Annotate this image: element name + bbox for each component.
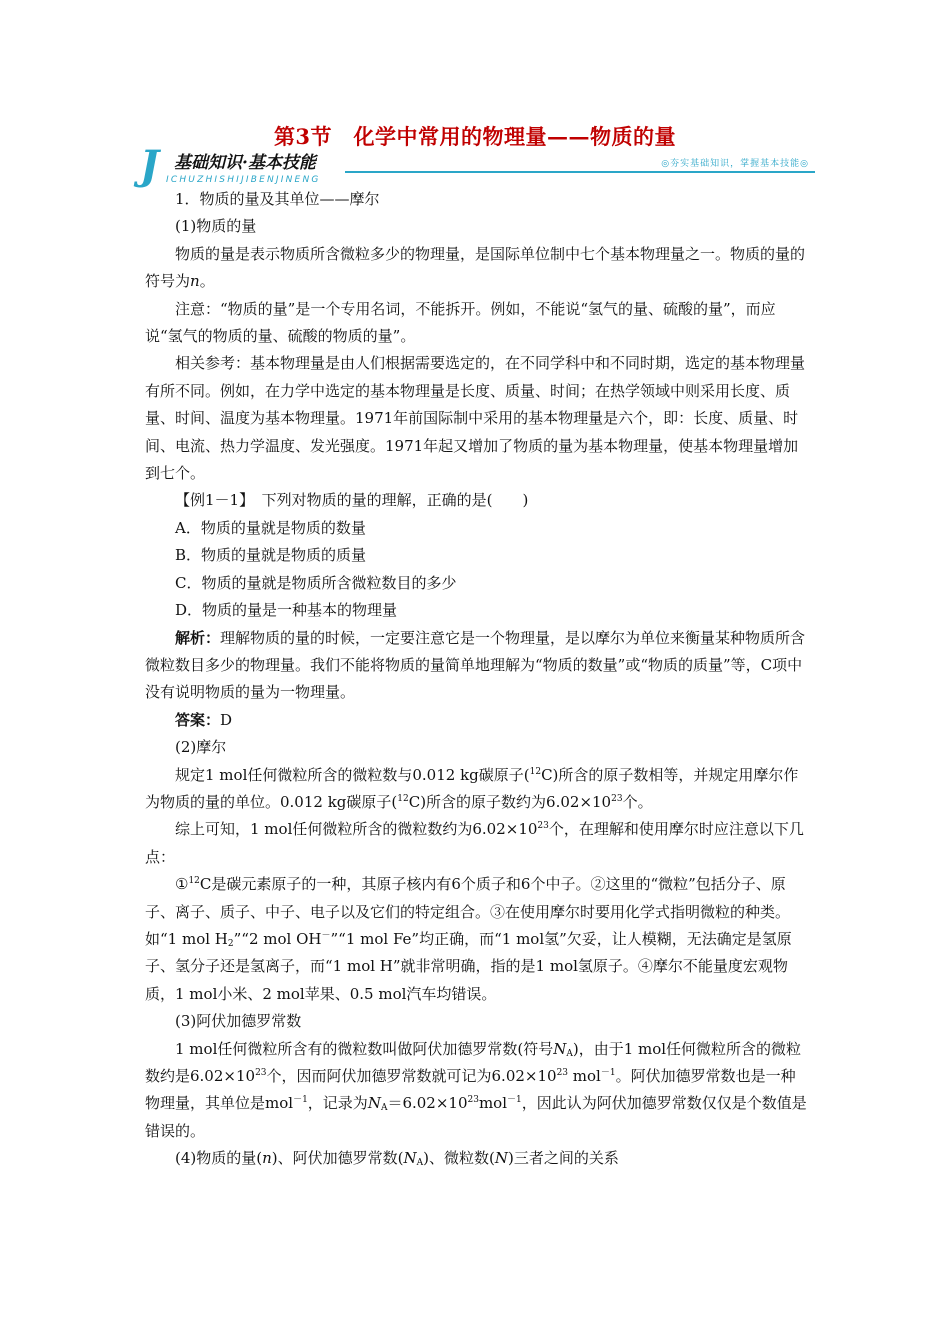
answer-label: 答案：: [175, 710, 221, 729]
subsection-heading-1: (1)物质的量: [175, 217, 257, 236]
banner-slogan: ◎夯实基础知识，掌握基本技能◎: [661, 159, 809, 169]
paragraph-mol-definition: 规定1 mol任何微粒所含的微粒数与0.012 kg碳原子($^{12}$C)所含的原子数相等，并规定用摩尔作为物质的量的单位。0.012 kg碳原子($^{12}$C)所含的原子数约为$6.02\times 10^{23}$个。: [145, 765, 799, 811]
document-body: [145, 186, 810, 1173]
example-analysis: 解析：理解物质的量的时候，一定要注意它是一个物理量，是以摩尔为单位来衡量某种物质所含微粒数目多少的物理量。我们不能将物质的量简单地理解为“物质的数量”或“物质的质量”等，C项中没有说明物质的量为一物理量。: [145, 628, 806, 702]
example-option-a: A．物质的量就是物质的数量: [175, 518, 366, 537]
example-option-b: B．物质的量就是物质的质量: [175, 546, 367, 565]
paragraph-definition: 物质的量是表示物质所含微粒多少的物理量，是国际单位制中七个基本物理量之一。物质的量的符号为n。: [145, 244, 806, 291]
paragraph-avogadro: 1 mol任何微粒所含有的微粒数叫做阿伏加德罗常数(符号$N_A$)，由于1 mol任何微粒所含的微粒数约是$6.02\times 10^{23}$个，因而阿伏加德罗常数就可记为$6.02\times 10^{23}$ mol$^{-1}$。阿伏加德罗常数也是一种物理量，其单位是mol$^{-1}$，记录为$N_A=6.02\times 10^{23}mol^{-1}$，因此认为阿伏加德罗常数仅仅是个数值是错误的。: [145, 1039, 807, 1140]
paragraph-note: 注意：“物质的量”是一个专用名词，不能拆开。例如，不能说“氢气的量、硫酸的量”，而应说“氢气的物质的量、硫酸的物质的量”。: [145, 299, 776, 346]
example-answer: 答案：D: [175, 710, 233, 729]
section-banner: [140, 142, 815, 190]
example-stem: 【例1－1】 下列对物质的量的理解，正确的是( ): [175, 491, 529, 510]
analysis-label: 解析：: [175, 628, 221, 647]
example-option-d: D．物质的量是一种基本的物理量: [175, 601, 398, 620]
subsection-heading-2: (2)摩尔: [175, 738, 227, 757]
paragraph-reference: 相关参考：基本物理量是由人们根据需要选定的，在不同学科中和不同时期，选定的基本物理量有所不同。例如，在力学中选定的基本物理量是长度、质量、时间；在热学领域中则采用长度、质量、时间、温度为基本物理量。1971年前国际制中采用的基本物理量是六个，即：长度、质量、时间、电流、热力学温度、发光强度。1971年起又增加了物质的量为基本物理量，使基本物理量增加到七个。: [145, 354, 806, 483]
paragraph-summary: 综上可知，1 mol任何微粒所含的微粒数约为$6.02\times 10^{23}$个，在理解和使用摩尔时应注意以下几点：: [145, 820, 804, 866]
example-option-c: C．物质的量就是物质所含微粒数目的多少: [175, 573, 457, 592]
section-heading: 1．物质的量及其单位——摩尔: [175, 190, 380, 208]
banner-title: 基础知识·基本技能: [174, 153, 316, 173]
subsection-heading-3: (3)阿伏加德罗常数: [175, 1012, 302, 1031]
banner-divider: [345, 171, 815, 173]
banner-subtitle: ICHUZHISHIJIBENJINENG: [166, 175, 321, 185]
subsection-heading-4: (4)物质的量(n)、阿伏加德罗常数$(N_A)$、微粒数(N)三者之间的关系: [175, 1149, 619, 1169]
page-title: 第3节 化学中常用的物理量——物质的量: [273, 124, 677, 149]
paragraph-points: ①$^{12}$C是碳元素原子的一种，其原子核内有6个质子和6个中子。②这里的“微粒”包括分子、原子、离子、质子、中子、电子以及它们的特定组合。③在使用摩尔时要用化学式指明微粒的种类。如“1 mol $H_2”“2$ mol OH－”“1 mol Fe”均正确，而“1 mol氢”欠妥，让人模糊，无法确定是氢原子、氢分子还是氢离子，而“1 mol H”就非常明确，指的是1 mol氢原子。④摩尔不能量度宏观物质，1 mol小米、2 mol苹果、0.5 mol汽车均错误。: [145, 875, 792, 1003]
banner-logo-letter: J: [140, 142, 159, 189]
